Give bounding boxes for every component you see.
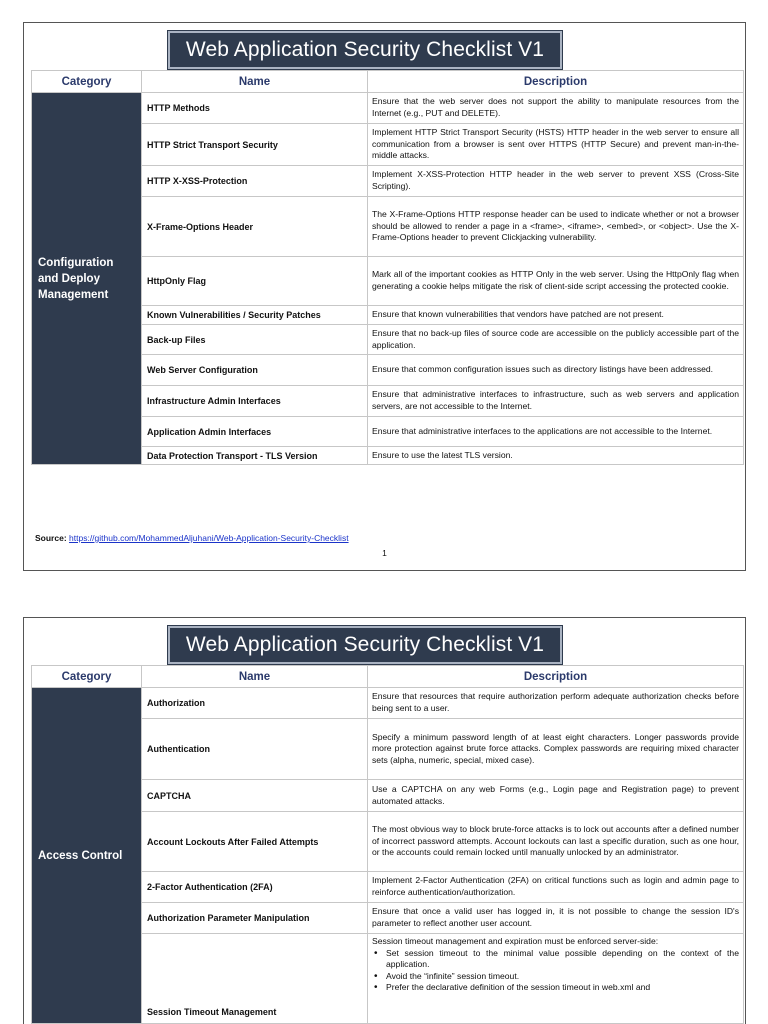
category-cell: Configuration and Deploy Management xyxy=(32,93,142,465)
bullet-item: • Set session timeout to the minimal value possible depending on the context of the application. xyxy=(372,948,739,971)
category-cell: Access Control xyxy=(32,688,142,1024)
row-name: Session Timeout Management xyxy=(142,934,368,1024)
table-header-row xyxy=(32,71,744,93)
row-name: HttpOnly Flag xyxy=(142,257,368,306)
row-description: Specify a minimum password length of at least eight characters. Longer passwords provide more protection against brute force attacks. Complex passwords are requiring mixed character sets (alpha, numeric, special, mixed case). xyxy=(368,719,744,780)
row-name: HTTP Methods xyxy=(142,93,368,124)
row-description: Use a CAPTCHA on any web Forms (e.g., Login page and Registration page) to prevent automated attacks. xyxy=(368,780,744,812)
page-number: 1 xyxy=(382,548,387,558)
row-description: Mark all of the important cookies as HTTP Only in the web server. Using the HttpOnly flag when generating a cookie helps mitigate the risk of client-side script accessing the protected cookie. xyxy=(368,257,744,306)
row-name: CAPTCHA xyxy=(142,780,368,812)
description-intro: Session timeout management and expiration must be enforced server-side: xyxy=(372,936,659,946)
row-name: Authentication xyxy=(142,719,368,780)
header-description: Description xyxy=(368,666,744,688)
page-title: Web Application Security Checklist V1 xyxy=(168,31,562,69)
row-name: Data Protection Transport - TLS Version xyxy=(142,447,368,465)
checklist-page-1 xyxy=(23,22,746,571)
row-name: Application Admin Interfaces xyxy=(142,417,368,447)
page-title: Web Application Security Checklist V1 xyxy=(168,626,562,664)
table-header-row xyxy=(32,666,744,688)
row-name: Infrastructure Admin Interfaces xyxy=(142,386,368,417)
row-description: The X-Frame-Options HTTP response header can be used to indicate whether or not a browser should be allowed to render a page in a <frame>, <iframe>, <embed>, or <object>. Use the X-Frame-Options header to prevent Clickjacking vulnerability. xyxy=(368,197,744,257)
header-category: Category xyxy=(32,71,142,93)
header-description: Description xyxy=(368,71,744,93)
row-name: 2-Factor Authentication (2FA) xyxy=(142,872,368,903)
row-description xyxy=(368,934,744,1024)
row-description: Ensure that no back-up files of source code are accessible on the publicly accessible part of the application. xyxy=(368,325,744,355)
row-name: X-Frame-Options Header xyxy=(142,197,368,257)
row-description: Ensure that once a valid user has logged in, it is not possible to change the session ID's parameter to reflect another user account. xyxy=(368,903,744,934)
row-description: Ensure that administrative interfaces to infrastructure, such as web servers and application servers, are not accessible to the Internet. xyxy=(368,386,744,417)
row-name: Authorization xyxy=(142,688,368,719)
row-description: Ensure that known vulnerabilities that vendors have patched are not present. xyxy=(368,306,744,325)
row-description: Ensure that common configuration issues such as directory listings have been addressed. xyxy=(368,355,744,386)
row-name: HTTP Strict Transport Security xyxy=(142,124,368,166)
checklist-page-2 xyxy=(23,617,746,1024)
row-description: Implement 2-Factor Authentication (2FA) on critical functions such as login and admin page to reinforce authentication/authorization. xyxy=(368,872,744,903)
source-link[interactable]: https://github.com/MohammedAljuhani/Web-Application-Security-Checklist xyxy=(69,533,349,543)
row-description: Ensure that the web server does not support the ability to manipulate resources from the Internet (e.g., PUT and DELETE). xyxy=(368,93,744,124)
table-row xyxy=(32,688,744,719)
source-line xyxy=(35,533,349,543)
checklist-table xyxy=(31,665,744,1024)
bullet-item: • Prefer the declarative definition of the session timeout in web.xml and xyxy=(372,982,739,994)
checklist-table xyxy=(31,70,744,465)
row-name: Account Lockouts After Failed Attempts xyxy=(142,812,368,872)
header-category: Category xyxy=(32,666,142,688)
row-name: Back-up Files xyxy=(142,325,368,355)
row-description: Ensure that administrative interfaces to the applications are not accessible to the Internet. xyxy=(368,417,744,447)
description-bullets xyxy=(372,948,739,994)
row-description: Implement X-XSS-Protection HTTP header in the web server to prevent XSS (Cross-Site Scripting). xyxy=(368,166,744,197)
source-label: Source: xyxy=(35,533,67,543)
table-row xyxy=(32,93,744,124)
row-description: Ensure to use the latest TLS version. xyxy=(368,447,744,465)
bullet-item: • Avoid the “infinite” session timeout. xyxy=(372,971,739,983)
row-name: Known Vulnerabilities / Security Patches xyxy=(142,306,368,325)
row-description: Implement HTTP Strict Transport Security (HSTS) HTTP header in the web server to ensure all communication from a browser is sent over HTTPS (HTTP Secure) and prevent man-in-the-middle attacks. xyxy=(368,124,744,166)
row-description: The most obvious way to block brute-force attacks is to lock out accounts after a defined number of incorrect password attempts. Account lockouts can last a specific duration, such as one hour, or the accounts could remain locked until manually unlocked by an administrator. xyxy=(368,812,744,872)
row-description: Ensure that resources that require authorization perform adequate authorization checks before being sent to a user. xyxy=(368,688,744,719)
row-name: Authorization Parameter Manipulation xyxy=(142,903,368,934)
header-name: Name xyxy=(142,71,368,93)
row-name: HTTP X-XSS-Protection xyxy=(142,166,368,197)
row-name: Web Server Configuration xyxy=(142,355,368,386)
header-name: Name xyxy=(142,666,368,688)
